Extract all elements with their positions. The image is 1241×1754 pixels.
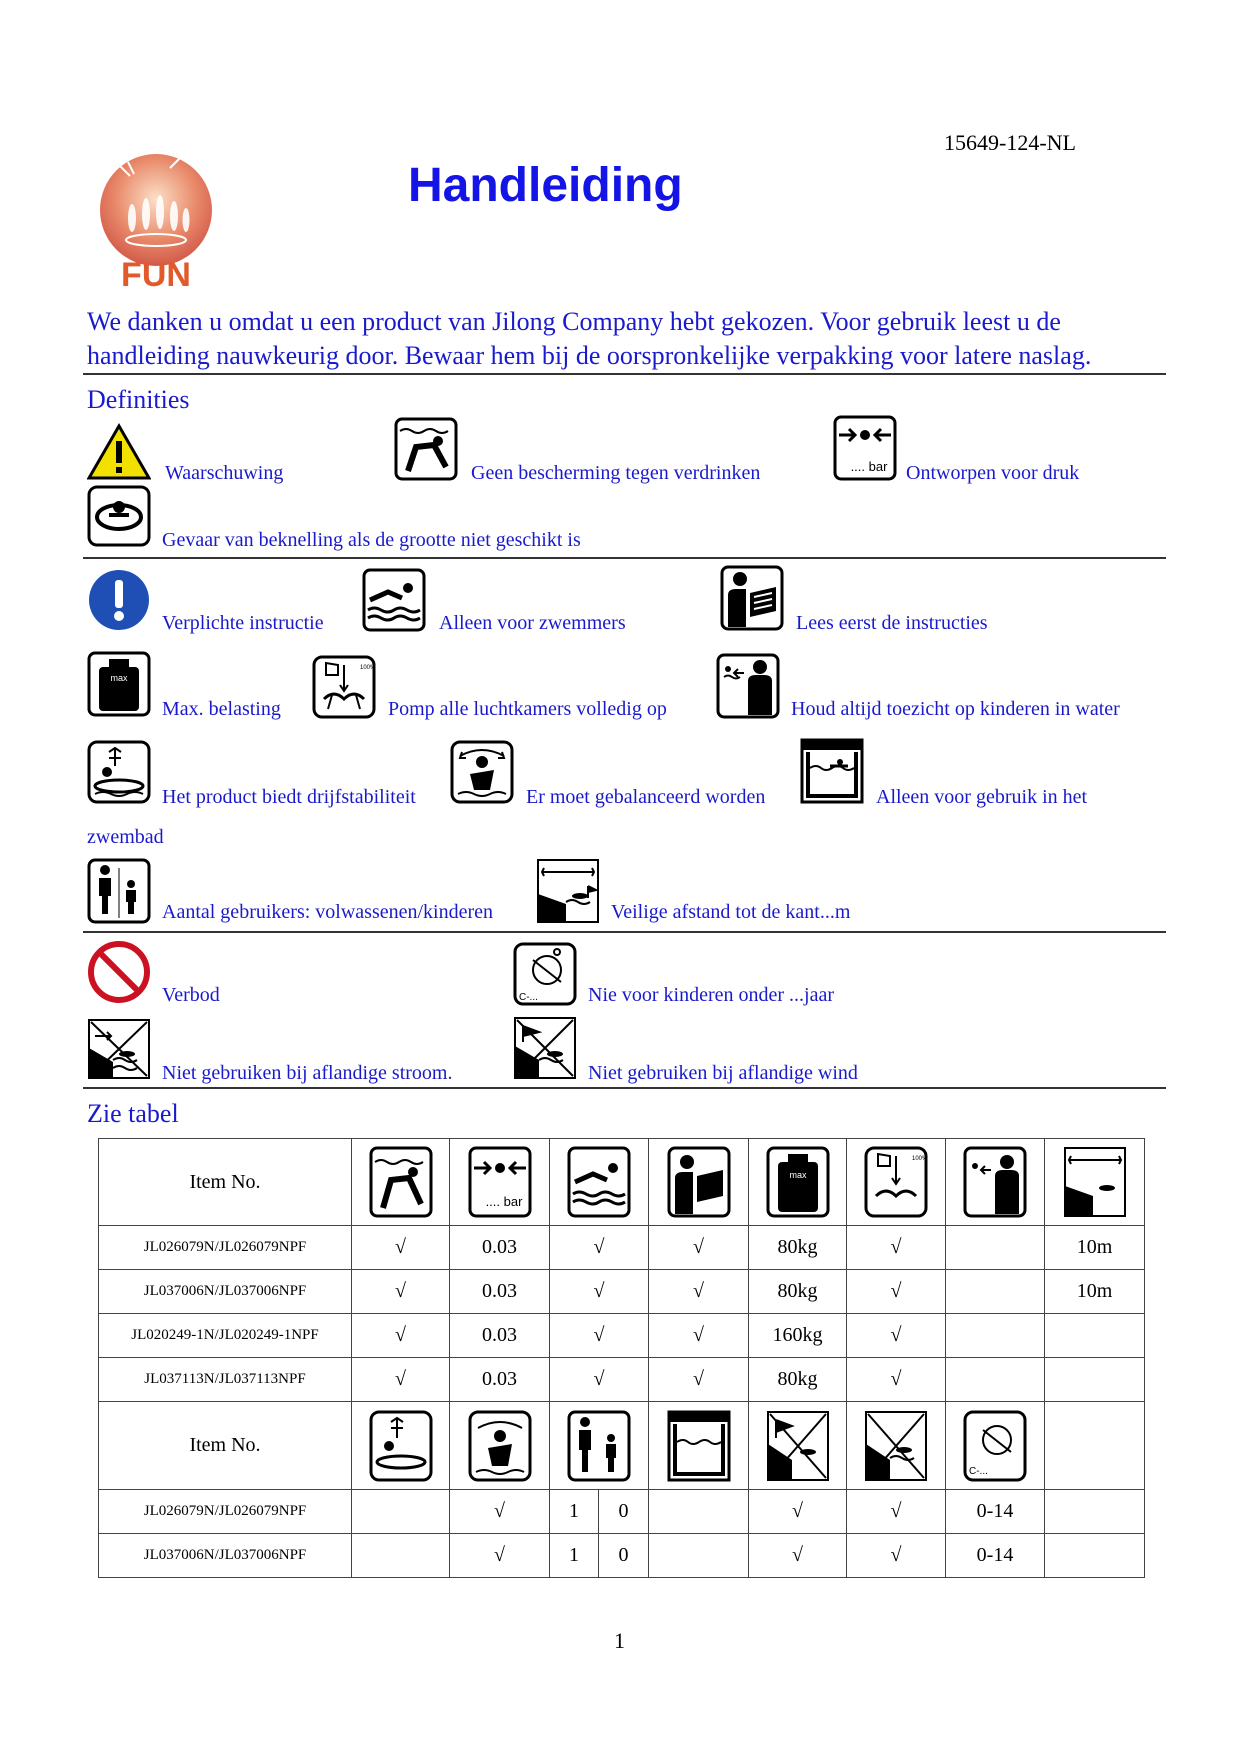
definition-label: Verplichte instructie	[162, 612, 324, 634]
no-offshore-wind-icon	[513, 1016, 577, 1080]
header-swimmers-only	[550, 1139, 649, 1226]
buoyancy-stability-icon	[87, 740, 151, 804]
divider	[83, 1087, 1166, 1089]
pool-only-icon	[800, 738, 864, 804]
swimmers-only-icon	[567, 1146, 631, 1218]
header-pressure-bar	[450, 1139, 550, 1226]
no-offshore-current-icon	[87, 1018, 151, 1080]
svg-text:max: max	[788, 1170, 807, 1180]
definition-label: Het product biedt drijfstabiliteit	[162, 786, 416, 808]
svg-text:100%: 100%	[360, 665, 376, 671]
definition-label: Geen bescherming tegen verdrinken	[471, 462, 761, 484]
header-read-instructions	[649, 1139, 749, 1226]
definition-label: Er moet gebalanceerd worden	[526, 786, 766, 808]
header-no-offshore-current	[847, 1402, 946, 1490]
swimmers-only-icon	[362, 568, 426, 632]
divider	[83, 931, 1166, 933]
definition-label: Nie voor kinderen onder ...jaar	[588, 984, 835, 1006]
definition-label: Waarschuwing	[165, 462, 284, 484]
table-row: JL020249-1N/JL020249-1NPF √ 0.03 √ √ 160kg √	[99, 1314, 1145, 1358]
buoyancy-stability-icon	[369, 1410, 433, 1482]
definition-label: Pomp alle luchtkamers volledig op	[388, 698, 667, 720]
svg-text:100%: 100%	[912, 1156, 928, 1162]
users-adults-children-icon	[87, 858, 151, 924]
header-no-drowning-protection	[352, 1139, 450, 1226]
intro-text: We danken u omdat u een product van Jilong Company hebt gekozen. Voor gebruik leest u de handleiding nauwkeurig door. Bewaar hem bij de oorspronkelijke verpakking voor latere naslag.	[87, 307, 1092, 370]
table2-header-row	[99, 1402, 1145, 1490]
divider	[83, 373, 1166, 375]
header-pool-only	[649, 1402, 749, 1490]
table-row: JL026079N/JL026079NPF √ 1 0 √ √ 0-14	[99, 1490, 1145, 1534]
svg-text:C-...: C-...	[969, 1465, 988, 1477]
definition-label: Lees eerst de instructies	[796, 612, 988, 634]
supervise-children-icon	[716, 653, 780, 719]
item-no-header: Item No.	[99, 1402, 352, 1490]
definition-label: Alleen voor gebruik in het	[876, 786, 1088, 808]
header-max-load	[749, 1139, 847, 1226]
svg-text:.... bar: .... bar	[850, 459, 888, 474]
header-not-for-children	[946, 1402, 1045, 1490]
not-for-children-icon	[513, 942, 577, 1006]
safe-distance-shore-icon	[1063, 1146, 1127, 1218]
svg-text:.... bar: .... bar	[485, 1194, 522, 1209]
inflate-all-chambers-icon	[864, 1146, 928, 1218]
header-users-adults-children	[550, 1402, 649, 1490]
max-load-icon	[87, 651, 151, 717]
pool-only-icon	[667, 1410, 731, 1482]
prohibition-icon	[87, 940, 151, 1004]
header-buoyancy-stability	[352, 1402, 450, 1490]
definition-label: Gevaar van beknelling als de grootte niet geschikt is	[162, 529, 581, 551]
table-row: JL026079N/JL026079NPF √ 0.03 √ √ 80kg √ 10m	[99, 1226, 1145, 1270]
not-for-children-icon	[963, 1410, 1027, 1482]
definition-label: Veilige afstand tot de kant...m	[611, 901, 851, 923]
no-drowning-protection-icon	[369, 1146, 433, 1218]
divider	[83, 557, 1166, 559]
definition-label: Alleen voor zwemmers	[439, 612, 626, 634]
entrapment-icon	[87, 485, 151, 547]
header-inflate-all-chambers	[847, 1139, 946, 1226]
supervise-children-icon	[963, 1146, 1027, 1218]
table-row: JL037006N/JL037006NPF √ 0.03 √ √ 80kg √ 10m	[99, 1270, 1145, 1314]
definition-label: Niet gebruiken bij aflandige stroom.	[162, 1062, 453, 1084]
definition-label: Aantal gebruikers: volwassenen/kinderen	[162, 901, 494, 923]
definition-label: Houd altijd toezicht op kinderen in water	[791, 698, 1120, 720]
header-no-offshore-wind	[749, 1402, 847, 1490]
table1-header-row	[99, 1139, 1145, 1226]
warning-triangle-icon	[87, 423, 151, 481]
definition-label: Niet gebruiken bij aflandige wind	[588, 1062, 858, 1084]
table-row: JL037113N/JL037113NPF √ 0.03 √ √ 80kg √	[99, 1358, 1145, 1402]
balance-icon	[468, 1410, 532, 1482]
read-instructions-icon	[720, 565, 784, 631]
max-load-icon	[766, 1146, 830, 1218]
document-number: 15649-124-NL	[944, 130, 1076, 155]
svg-text:C-...: C-...	[519, 992, 538, 1003]
no-offshore-current-icon	[864, 1410, 928, 1482]
definition-label: Verbod	[162, 984, 220, 1006]
header-empty	[1045, 1402, 1145, 1490]
page-title: Handleiding	[408, 159, 683, 212]
svg-text:max: max	[110, 673, 128, 683]
item-no-header: Item No.	[99, 1139, 352, 1226]
header-supervise-children	[946, 1139, 1045, 1226]
page-number: 1	[614, 1628, 625, 1653]
balance-icon	[450, 740, 514, 804]
safe-distance-shore-icon	[536, 858, 600, 924]
users-adults-children-icon	[567, 1410, 631, 1482]
no-drowning-protection-icon	[394, 417, 458, 481]
pressure-bar-icon	[833, 415, 897, 481]
specifications-table	[98, 1138, 1145, 1578]
inflate-all-chambers-icon	[312, 655, 376, 719]
table-heading: Zie tabel	[87, 1099, 179, 1128]
logo-text: FUN	[121, 256, 191, 293]
definitions-heading: Definities	[87, 385, 190, 414]
pressure-bar-icon	[468, 1146, 532, 1218]
mandatory-instruction-icon	[87, 568, 151, 632]
header-balance	[450, 1402, 550, 1490]
definition-label-continued: zwembad	[87, 826, 164, 848]
fun-logo	[90, 148, 220, 293]
definition-label: Max. belasting	[162, 698, 281, 720]
read-instructions-icon	[667, 1146, 731, 1218]
definition-label: Ontworpen voor druk	[906, 462, 1080, 484]
table-row: JL037006N/JL037006NPF √ 1 0 √ √ 0-14	[99, 1534, 1145, 1578]
header-safe-distance-shore	[1045, 1139, 1145, 1226]
no-offshore-wind-icon	[766, 1410, 830, 1482]
